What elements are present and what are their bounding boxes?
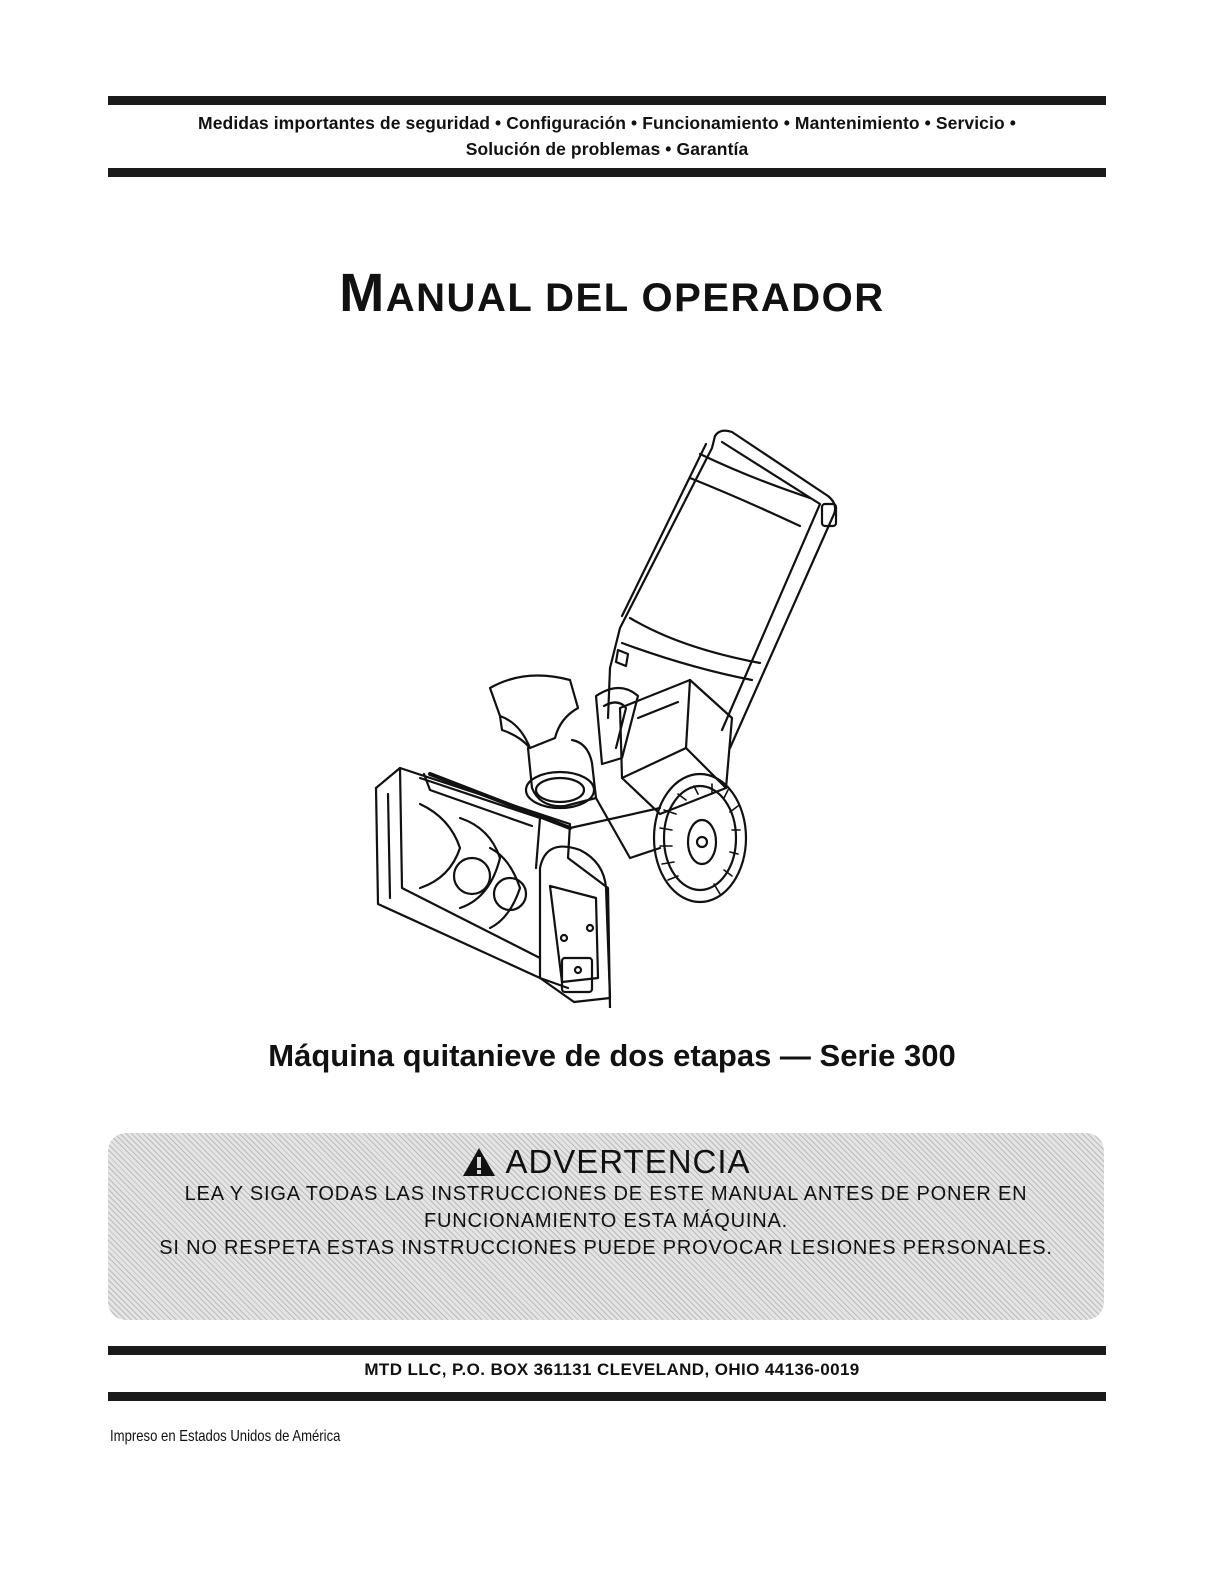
warning-heading-row	[108, 1143, 1104, 1181]
top-rule-upper	[108, 96, 1106, 105]
top-rule-lower	[108, 168, 1106, 177]
warning-line-2: FUNCIONAMIENTO ESTA MÁQUINA.	[424, 1210, 788, 1232]
title-first-letter: M	[339, 263, 386, 323]
title-rest: ANUAL DEL OPERADOR	[385, 276, 885, 320]
footer-rule-lower	[108, 1392, 1106, 1401]
printed-in-note: Impreso en Estados Unidos de América	[110, 1428, 341, 1445]
topics-line-2: Solución de problemas • Garantía	[465, 139, 749, 159]
manufacturer-address: MTD LLC, P.O. BOX 361131 CLEVELAND, OHIO 44136-0019	[364, 1360, 860, 1379]
product-subtitle: Máquina quitanieve de dos etapas — Serie 300	[268, 1038, 956, 1073]
warning-box	[108, 1133, 1104, 1320]
warning-heading: ADVERTENCIA	[505, 1143, 751, 1180]
footer-rule-upper	[108, 1346, 1106, 1355]
topics-list	[108, 110, 1106, 162]
topics-line-1: Medidas importantes de seguridad • Configuración • Funcionamiento • Mantenimiento • Servicio •	[198, 113, 1016, 133]
snowblower-illustration	[360, 418, 850, 1008]
warning-line-3: SI NO RESPETA ESTAS INSTRUCCIONES PUEDE PROVOCAR LESIONES PERSONALES.	[159, 1237, 1053, 1259]
page-title	[0, 262, 1224, 324]
warning-triangle-icon	[461, 1146, 497, 1178]
warning-line-1: LEA Y SIGA TODAS LAS INSTRUCCIONES DE ESTE MANUAL ANTES DE PONER EN	[184, 1183, 1028, 1205]
